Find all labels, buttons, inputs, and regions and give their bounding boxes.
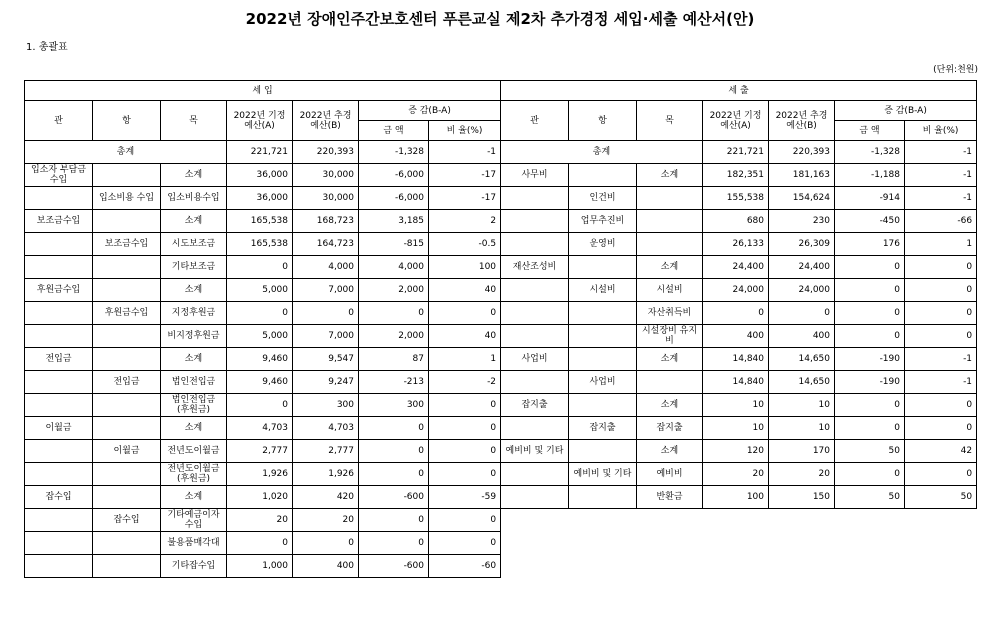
table-row: [501, 233, 977, 256]
section-label: 1. 총괄표: [26, 42, 68, 53]
table-row: [501, 371, 977, 394]
col-diff: 증 감(B-A): [359, 101, 501, 121]
cell-mok: 지정후원금: [161, 302, 227, 325]
table-row: [25, 302, 501, 325]
cell-amount: 2,000: [359, 325, 429, 348]
cell-gwan: 예비비 및 기타: [501, 440, 569, 463]
cell-curr: 164,723: [293, 233, 359, 256]
cell-mok: 소계: [161, 417, 227, 440]
table-row: [25, 440, 501, 463]
col-gwan: 관: [501, 101, 569, 141]
cell-curr: 26,309: [769, 233, 835, 256]
cell-gwan: 잡수입: [25, 486, 93, 509]
cell-hang: [93, 463, 161, 486]
cell-prev: 400: [703, 325, 769, 348]
cell-amount: 0: [359, 417, 429, 440]
cell-amount: -213: [359, 371, 429, 394]
cell-prev: 0: [227, 532, 293, 555]
cell-mok: 기타보조금: [161, 256, 227, 279]
cell-ratio: 2: [429, 210, 501, 233]
cell-ratio: 42: [905, 440, 977, 463]
cell-amount: -6,000: [359, 187, 429, 210]
table-row: [501, 187, 977, 210]
page-title: 2022년 장애인주간보호센터 푸른교실 제2차 추가경정 세입·세출 예산서(안): [245, 10, 755, 28]
table-row: [25, 187, 501, 210]
cell-amount: 0: [359, 302, 429, 325]
cell-ratio: 0: [429, 302, 501, 325]
cell-mok: 시도보조금: [161, 233, 227, 256]
cell-prev: 10: [703, 394, 769, 417]
cell-curr: 0: [769, 302, 835, 325]
cell-mok: 기타예금이자 수입: [161, 509, 227, 532]
cell-prev: 221,721: [227, 141, 293, 164]
cell-hang: 잡지출: [569, 417, 637, 440]
cell-mok: 전년도이월금: [161, 440, 227, 463]
table-row: [25, 371, 501, 394]
cell-curr: 7,000: [293, 325, 359, 348]
cell-mok: [637, 210, 703, 233]
cell-amount: 300: [359, 394, 429, 417]
cell-amount: 0: [359, 440, 429, 463]
cell-ratio: 1: [429, 348, 501, 371]
cell-gwan: [25, 187, 93, 210]
cell-mok: 불용품매각대: [161, 532, 227, 555]
cell-gwan: 재산조성비: [501, 256, 569, 279]
col-ratio: 비 율(%): [905, 121, 977, 141]
cell-amount: 87: [359, 348, 429, 371]
cell-gwan: [501, 463, 569, 486]
cell-mok: 소계: [161, 486, 227, 509]
table-row: [25, 509, 501, 532]
cell-ratio: -1: [905, 371, 977, 394]
col-prev: 2022년 기정예산(A): [703, 101, 769, 141]
cell-amount: 2,000: [359, 279, 429, 302]
col-prev: 2022년 기정예산(A): [227, 101, 293, 141]
cell-ratio: -0.5: [429, 233, 501, 256]
cell-prev: 182,351: [703, 164, 769, 187]
cell-hang: [569, 256, 637, 279]
cell-hang: [93, 256, 161, 279]
cell-hang: [93, 210, 161, 233]
cell-ratio: 0: [905, 279, 977, 302]
unit-label: (단위:천원): [933, 65, 978, 75]
cell-gwan: 사무비: [501, 164, 569, 187]
cell-mok: 비지정후원금: [161, 325, 227, 348]
cell-mok: 반환금: [637, 486, 703, 509]
cell-hang: [93, 486, 161, 509]
cell-hang: [93, 394, 161, 417]
cell-curr: 20: [769, 463, 835, 486]
cell-mok: 기타잡수입: [161, 555, 227, 578]
cell-mok: [637, 371, 703, 394]
cell-amount: -6,000: [359, 164, 429, 187]
cell-prev: 2,777: [227, 440, 293, 463]
cell-amount: 3,185: [359, 210, 429, 233]
cell-mok: 입소비용수입: [161, 187, 227, 210]
cell-ratio: 0: [429, 463, 501, 486]
cell-prev: 10: [703, 417, 769, 440]
cell-hang: 이월금: [93, 440, 161, 463]
col-amount: 금 액: [359, 121, 429, 141]
cell-prev: 5,000: [227, 325, 293, 348]
cell-gwan: [25, 256, 93, 279]
cell-ratio: -1: [905, 164, 977, 187]
cell-mok: 소계: [637, 256, 703, 279]
cell-mok: [637, 187, 703, 210]
table-row: [25, 532, 501, 555]
cell-hang: [569, 164, 637, 187]
table-row: [501, 348, 977, 371]
cell-curr: 400: [293, 555, 359, 578]
cell-prev: 1,000: [227, 555, 293, 578]
cell-hang: [569, 325, 637, 348]
cell-gwan: [25, 394, 93, 417]
cell-prev: 155,538: [703, 187, 769, 210]
cell-gwan: [25, 371, 93, 394]
cell-curr: 10: [769, 417, 835, 440]
cell-amount: -1,328: [359, 141, 429, 164]
cell-prev: 120: [703, 440, 769, 463]
cell-ratio: -17: [429, 164, 501, 187]
cell-gwan: 사업비: [501, 348, 569, 371]
cell-curr: 230: [769, 210, 835, 233]
cell-gwan: [25, 532, 93, 555]
cell-prev: 221,721: [703, 141, 769, 164]
cell-gwan: [25, 555, 93, 578]
cell-ratio: 0: [429, 532, 501, 555]
cell-hang: [93, 555, 161, 578]
table-row: [25, 256, 501, 279]
cell-prev: 24,000: [703, 279, 769, 302]
cell-gwan: [501, 233, 569, 256]
cell-hang: 인건비: [569, 187, 637, 210]
cell-hang: 업무추진비: [569, 210, 637, 233]
cell-ratio: 0: [905, 463, 977, 486]
cell-gwan: 잡지출: [501, 394, 569, 417]
cell-ratio: -1: [429, 141, 501, 164]
cell-prev: 9,460: [227, 371, 293, 394]
table-row: [501, 302, 977, 325]
table-row: [25, 417, 501, 440]
cell-mok: [637, 233, 703, 256]
cell-mok: 시설장비 유지비: [637, 325, 703, 348]
cell-prev: 14,840: [703, 348, 769, 371]
cell-prev: 0: [703, 302, 769, 325]
cell-gwan: 입소자 부담금수입: [25, 164, 93, 187]
cell-gwan: [25, 233, 93, 256]
cell-hang: [569, 486, 637, 509]
cell-prev: 20: [227, 509, 293, 532]
cell-curr: 30,000: [293, 187, 359, 210]
cell-gwan: 전입금: [25, 348, 93, 371]
cell-hang: [93, 164, 161, 187]
cell-mok: 잡지출: [637, 417, 703, 440]
cell-prev: 100: [703, 486, 769, 509]
cell-ratio: 0: [905, 256, 977, 279]
cell-ratio: -2: [429, 371, 501, 394]
cell-curr: 9,547: [293, 348, 359, 371]
table-row: [501, 440, 977, 463]
cell-curr: 170: [769, 440, 835, 463]
cell-curr: 2,777: [293, 440, 359, 463]
cell-mok: 소계: [637, 348, 703, 371]
table-row: [25, 141, 501, 164]
table-row: [501, 141, 977, 164]
cell-gwan: [501, 302, 569, 325]
cell-ratio: 1: [905, 233, 977, 256]
cell-hang: 입소비용 수입: [93, 187, 161, 210]
table-row: [501, 417, 977, 440]
table-row: [501, 210, 977, 233]
cell-ratio: 0: [905, 302, 977, 325]
cell-prev: 14,840: [703, 371, 769, 394]
cell-mok: 예비비: [637, 463, 703, 486]
cell-amount: 0: [359, 532, 429, 555]
cell-amount: 50: [835, 440, 905, 463]
cell-amount: 0: [835, 302, 905, 325]
cell-gwan: 총계: [501, 141, 703, 164]
cell-hang: [93, 325, 161, 348]
revenue-header: 세 입: [25, 81, 501, 101]
cell-amount: -1,328: [835, 141, 905, 164]
cell-mok: 소계: [161, 164, 227, 187]
table-row: [25, 555, 501, 578]
cell-gwan: [501, 417, 569, 440]
cell-gwan: 보조금수입: [25, 210, 93, 233]
cell-hang: [569, 440, 637, 463]
col-mok: 목: [637, 101, 703, 141]
cell-mok: 소계: [637, 394, 703, 417]
cell-ratio: -66: [905, 210, 977, 233]
cell-curr: 420: [293, 486, 359, 509]
expense-table: [500, 80, 977, 509]
cell-curr: 4,000: [293, 256, 359, 279]
cell-amount: -815: [359, 233, 429, 256]
table-row: [501, 486, 977, 509]
table-row: [501, 463, 977, 486]
cell-mok: 소계: [161, 348, 227, 371]
cell-prev: 165,538: [227, 233, 293, 256]
cell-amount: -914: [835, 187, 905, 210]
cell-gwan: [25, 302, 93, 325]
cell-hang: [93, 348, 161, 371]
cell-ratio: -1: [905, 187, 977, 210]
table-row: [25, 463, 501, 486]
cell-curr: 0: [293, 302, 359, 325]
cell-amount: 0: [835, 394, 905, 417]
cell-prev: 9,460: [227, 348, 293, 371]
cell-hang: [93, 279, 161, 302]
cell-curr: 9,247: [293, 371, 359, 394]
revenue-table: [24, 80, 501, 578]
cell-ratio: 0: [429, 509, 501, 532]
cell-gwan: 총계: [25, 141, 227, 164]
table-row: [25, 233, 501, 256]
table-row: [501, 279, 977, 302]
cell-amount: -600: [359, 486, 429, 509]
cell-hang: 전입금: [93, 371, 161, 394]
cell-amount: -190: [835, 371, 905, 394]
cell-curr: 300: [293, 394, 359, 417]
cell-hang: [569, 348, 637, 371]
cell-curr: 24,000: [769, 279, 835, 302]
cell-gwan: [501, 325, 569, 348]
cell-mok: 법인전입금: [161, 371, 227, 394]
cell-curr: 0: [293, 532, 359, 555]
cell-curr: 24,400: [769, 256, 835, 279]
cell-hang: 잡수입: [93, 509, 161, 532]
cell-prev: 20: [703, 463, 769, 486]
cell-prev: 0: [227, 394, 293, 417]
table-row: [501, 325, 977, 348]
cell-amount: 4,000: [359, 256, 429, 279]
cell-prev: 680: [703, 210, 769, 233]
cell-amount: 0: [835, 463, 905, 486]
cell-prev: 0: [227, 256, 293, 279]
cell-prev: 4,703: [227, 417, 293, 440]
cell-hang: 후원금수입: [93, 302, 161, 325]
cell-hang: 예비비 및 기타: [569, 463, 637, 486]
cell-gwan: [25, 509, 93, 532]
col-diff: 증 감(B-A): [835, 101, 977, 121]
cell-ratio: 0: [905, 394, 977, 417]
cell-ratio: 0: [429, 394, 501, 417]
cell-amount: 0: [835, 279, 905, 302]
cell-curr: 10: [769, 394, 835, 417]
cell-hang: 운영비: [569, 233, 637, 256]
cell-ratio: 0: [429, 440, 501, 463]
cell-mok: 소계: [637, 164, 703, 187]
cell-amount: -600: [359, 555, 429, 578]
table-row: [25, 279, 501, 302]
table-row: [25, 210, 501, 233]
table-row: [501, 164, 977, 187]
expense-header: 세 출: [501, 81, 977, 101]
cell-amount: -190: [835, 348, 905, 371]
cell-gwan: [25, 463, 93, 486]
cell-curr: 150: [769, 486, 835, 509]
cell-ratio: 40: [429, 279, 501, 302]
cell-prev: 36,000: [227, 164, 293, 187]
cell-curr: 20: [293, 509, 359, 532]
cell-mok: 시설비: [637, 279, 703, 302]
cell-prev: 0: [227, 302, 293, 325]
col-hang: 항: [93, 101, 161, 141]
col-hang: 항: [569, 101, 637, 141]
cell-ratio: 0: [905, 417, 977, 440]
cell-gwan: [501, 279, 569, 302]
cell-hang: [569, 394, 637, 417]
table-row: [25, 348, 501, 371]
cell-gwan: [501, 210, 569, 233]
cell-amount: 0: [359, 463, 429, 486]
cell-ratio: 0: [429, 417, 501, 440]
cell-ratio: -59: [429, 486, 501, 509]
col-mok: 목: [161, 101, 227, 141]
cell-curr: 400: [769, 325, 835, 348]
cell-mok: 소계: [161, 279, 227, 302]
cell-ratio: -1: [905, 348, 977, 371]
cell-mok: 소계: [637, 440, 703, 463]
cell-amount: -1,188: [835, 164, 905, 187]
table-row: [25, 486, 501, 509]
cell-amount: -450: [835, 210, 905, 233]
cell-curr: 14,650: [769, 371, 835, 394]
cell-mok: 소계: [161, 210, 227, 233]
cell-hang: 시설비: [569, 279, 637, 302]
cell-curr: 168,723: [293, 210, 359, 233]
cell-gwan: [25, 440, 93, 463]
table-row: [501, 394, 977, 417]
cell-amount: 0: [359, 509, 429, 532]
cell-gwan: [501, 371, 569, 394]
col-gwan: 관: [25, 101, 93, 141]
cell-amount: 50: [835, 486, 905, 509]
cell-curr: 181,163: [769, 164, 835, 187]
col-curr: 2022년 추경예산(B): [769, 101, 835, 141]
cell-ratio: 50: [905, 486, 977, 509]
col-ratio: 비 율(%): [429, 121, 501, 141]
col-amount: 금 액: [835, 121, 905, 141]
col-curr: 2022년 추경예산(B): [293, 101, 359, 141]
cell-curr: 30,000: [293, 164, 359, 187]
table-row: [501, 256, 977, 279]
cell-curr: 220,393: [769, 141, 835, 164]
cell-prev: 26,133: [703, 233, 769, 256]
cell-prev: 24,400: [703, 256, 769, 279]
cell-curr: 1,926: [293, 463, 359, 486]
cell-gwan: 후원금수입: [25, 279, 93, 302]
cell-prev: 1,926: [227, 463, 293, 486]
cell-ratio: 40: [429, 325, 501, 348]
cell-prev: 165,538: [227, 210, 293, 233]
cell-hang: 보조금수입: [93, 233, 161, 256]
cell-amount: 0: [835, 325, 905, 348]
cell-mok: 전년도이월금 (후원금): [161, 463, 227, 486]
cell-curr: 154,624: [769, 187, 835, 210]
cell-ratio: -17: [429, 187, 501, 210]
cell-gwan: [501, 187, 569, 210]
cell-gwan: 이월금: [25, 417, 93, 440]
table-row: [25, 394, 501, 417]
table-row: [25, 164, 501, 187]
cell-prev: 1,020: [227, 486, 293, 509]
cell-ratio: 0: [905, 325, 977, 348]
cell-hang: [569, 302, 637, 325]
cell-gwan: [501, 486, 569, 509]
table-row: [25, 325, 501, 348]
cell-curr: 220,393: [293, 141, 359, 164]
cell-gwan: [25, 325, 93, 348]
cell-hang: 사업비: [569, 371, 637, 394]
cell-prev: 5,000: [227, 279, 293, 302]
cell-ratio: -1: [905, 141, 977, 164]
cell-mok: 자산취득비: [637, 302, 703, 325]
cell-ratio: 100: [429, 256, 501, 279]
cell-hang: [93, 417, 161, 440]
cell-curr: 7,000: [293, 279, 359, 302]
cell-hang: [93, 532, 161, 555]
cell-curr: 14,650: [769, 348, 835, 371]
cell-prev: 36,000: [227, 187, 293, 210]
cell-amount: 0: [835, 417, 905, 440]
cell-amount: 176: [835, 233, 905, 256]
cell-mok: 법인전입금 (후원금): [161, 394, 227, 417]
cell-curr: 4,703: [293, 417, 359, 440]
cell-amount: 0: [835, 256, 905, 279]
cell-ratio: -60: [429, 555, 501, 578]
